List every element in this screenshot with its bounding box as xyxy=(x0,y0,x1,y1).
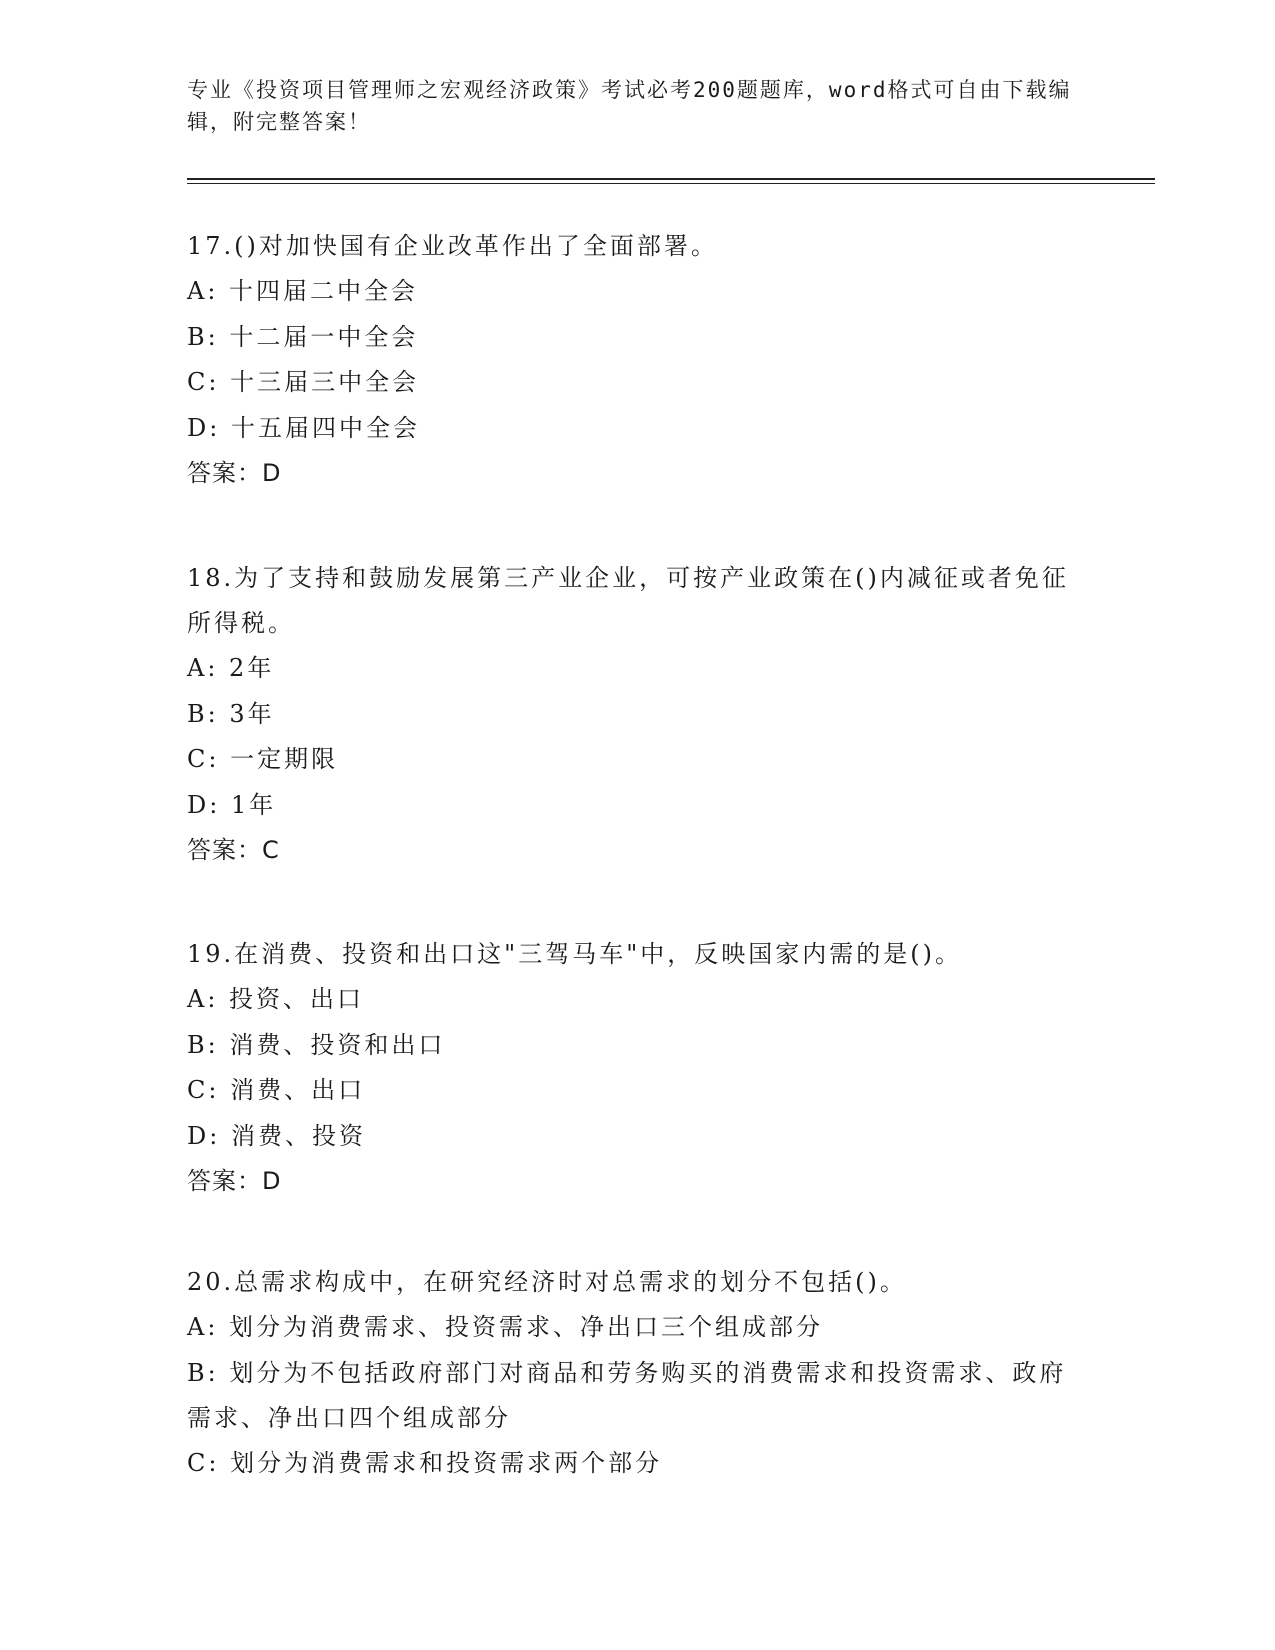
question-18 xyxy=(187,556,1087,873)
document-intro: 专业《投资项目管理师之宏观经济政策》考试必考200题题库，word格式可自由下载编辑，附完整答案！ xyxy=(187,78,1072,134)
answer-line: 答案：D xyxy=(187,459,282,487)
question-stem: 20.总需求构成中，在研究经济时对总需求的划分不包括()。 xyxy=(187,1268,907,1296)
option-c: C: 一定期限 xyxy=(187,745,339,773)
answer-line: 答案：C xyxy=(187,836,280,864)
option-a: A: 划分为消费需求、投资需求、净出口三个组成部分 xyxy=(187,1313,824,1341)
answer-line: 答案：D xyxy=(187,1167,282,1195)
header-divider-thin xyxy=(187,183,1155,184)
option-b: B: 消费、投资和出口 xyxy=(187,1030,446,1059)
option-d: D: 消费、投资 xyxy=(187,1121,366,1150)
option-d: D: 1年 xyxy=(187,790,277,819)
option-d: D: 十五届四中全会 xyxy=(187,413,420,442)
question-20 xyxy=(187,1260,1087,1486)
option-c: C: 消费、出口 xyxy=(187,1076,366,1104)
question-19 xyxy=(187,932,1087,1204)
question-stem: 17.()对加快国有企业改革作出了全面部署。 xyxy=(187,232,718,260)
option-a: A: 十四届二中全会 xyxy=(187,277,419,305)
option-c: C: 划分为消费需求和投资需求两个部分 xyxy=(187,1448,663,1477)
option-c: C: 十三届三中全会 xyxy=(187,368,420,396)
question-stem: 18.为了支持和鼓励发展第三产业企业，可按产业政策在()内减征或者免征所得税。 xyxy=(187,564,1069,637)
option-b: B: 3年 xyxy=(187,699,275,728)
header-divider-thick xyxy=(187,178,1155,180)
option-a: A: 投资、出口 xyxy=(187,985,365,1013)
option-b: B: 划分为不包括政府部门对商品和劳务购买的消费需求和投资需求、政府需求、净出口四个组成部分 xyxy=(187,1358,1067,1432)
option-a: A: 2年 xyxy=(187,654,275,682)
question-stem: 19.在消费、投资和出口这"三驾马车"中，反映国家内需的是()。 xyxy=(187,940,962,968)
option-b: B: 十二届一中全会 xyxy=(187,322,419,351)
question-17 xyxy=(187,224,1087,496)
